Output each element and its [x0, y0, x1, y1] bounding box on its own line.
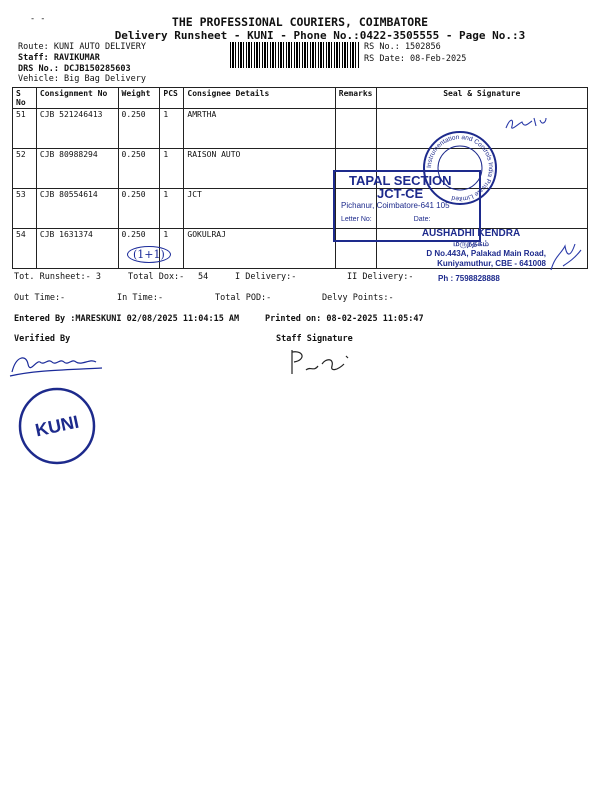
kendra-line3: D No.443A, Palakad Main Road,: [426, 249, 546, 258]
handwritten-note: (1+1): [127, 246, 171, 263]
cell-consignment: CJB 80988294: [36, 149, 118, 189]
cell-consignment: CJB 80554614: [36, 189, 118, 229]
col-header-sno: S No: [13, 88, 37, 109]
table-row: [13, 189, 588, 229]
cell-consignee: JCT: [184, 189, 335, 229]
tapal-line2: JCT-CE: [377, 186, 424, 201]
route-text: Route: KUNI AUTO DELIVERY: [18, 42, 146, 52]
col-header-weight: Weight: [118, 88, 160, 109]
staff-text: Staff: RAVIKUMAR: [18, 53, 100, 63]
round-stamp-text: Instrumentation and Controls India Private Limited: [425, 133, 495, 203]
cell-consignee: GOKULRAJ: [184, 229, 335, 269]
kendra-line1: AUSHADHI KENDRA: [421, 228, 521, 239]
kendra-stamp: [396, 229, 546, 269]
cell-pcs: 1: [160, 229, 184, 269]
vehicle-text: Vehicle: Big Bag Delivery: [18, 74, 146, 84]
printed-on: Printed on: 08-02-2025 11:05:47: [265, 314, 424, 324]
in-time: In Time:-: [117, 293, 164, 303]
staff-signature: [282, 344, 362, 380]
cell-pcs: 1: [160, 109, 184, 149]
col-header-consignee: Consignee Details: [184, 88, 335, 109]
i-delivery: I Delivery:-: [235, 272, 297, 282]
table-row: [13, 149, 588, 189]
kuni-stamp: [17, 386, 97, 466]
tot-runsheet: Tot. Runsheet:- 3: [14, 272, 101, 282]
page-subtitle: Delivery Runsheet - KUNI - Phone No.:0422-3505555 - Page No.:3: [114, 29, 526, 42]
total-dox-value: 54: [198, 272, 209, 282]
scribble-signature-row4: [545, 236, 585, 276]
verified-signature: [6, 348, 106, 380]
cell-weight: 0.250: [118, 189, 160, 229]
total-dox-label: Total Dox:-: [128, 272, 185, 282]
cell-consignee: AMRTHA: [184, 109, 335, 149]
delvy-points: Delvy Points:-: [322, 293, 394, 303]
col-header-consignment: Consignment No: [36, 88, 118, 109]
cell-sno: 54: [13, 229, 37, 269]
drs-text: DRS No.: DCJB150285603: [18, 64, 131, 74]
table-header-row: [13, 88, 588, 109]
kendra-line2: மருந்தகம்: [453, 239, 489, 248]
cell-consignment: CJB 1631374: [36, 229, 118, 269]
col-header-seal: Seal & Signature: [376, 88, 588, 109]
cell-sno: 52: [13, 149, 37, 189]
scribble-signature-row1: [500, 112, 550, 136]
tapal-line5: Date:: [413, 216, 431, 223]
cell-remarks: [335, 109, 376, 149]
entered-by: Entered By :MARESKUNI 02/08/2025 11:04:15 AM: [14, 314, 240, 324]
col-header-remarks: Remarks: [335, 88, 376, 109]
cell-sno: 51: [13, 109, 37, 149]
cell-weight: 0.250: [118, 229, 160, 269]
cell-pcs: 1: [160, 189, 184, 229]
tapal-line1: TAPAL SECTION: [349, 173, 452, 188]
corner-mark: - -: [30, 14, 46, 24]
col-header-pcs: PCS: [160, 88, 184, 109]
cell-consignee: RAISON AUTO: [184, 149, 335, 189]
page-title: THE PROFESSIONAL COURIERS, COIMBATORE: [171, 15, 429, 29]
kendra-line5: Ph : 7598828888: [438, 274, 500, 283]
cell-pcs: 1: [160, 149, 184, 189]
out-time: Out Time:-: [14, 293, 66, 303]
cell-consignment: CJB 521246413: [36, 109, 118, 149]
cell-sno: 53: [13, 189, 37, 229]
total-pod: Total POD:-: [215, 293, 272, 303]
kuni-stamp-text: KUNI: [33, 411, 81, 441]
ii-delivery: II Delivery:-: [347, 272, 414, 282]
cell-weight: 0.250: [118, 149, 160, 189]
cell-weight: 0.250: [118, 109, 160, 149]
tapal-line3: Pichanur, Coimbatore-641 105: [341, 201, 450, 210]
verified-by-label: Verified By: [14, 334, 71, 344]
rs-date: RS Date: 08-Feb-2025: [364, 54, 467, 64]
staff-signature-label: Staff Signature: [276, 334, 353, 344]
kendra-line4: Kuniyamuthur, CBE - 641008: [437, 259, 546, 268]
rs-number: RS No.: 1502856: [364, 42, 441, 52]
tapal-letter-row: [335, 216, 479, 223]
barcode: [230, 42, 360, 68]
tapal-line4: Letter No:: [341, 216, 372, 223]
